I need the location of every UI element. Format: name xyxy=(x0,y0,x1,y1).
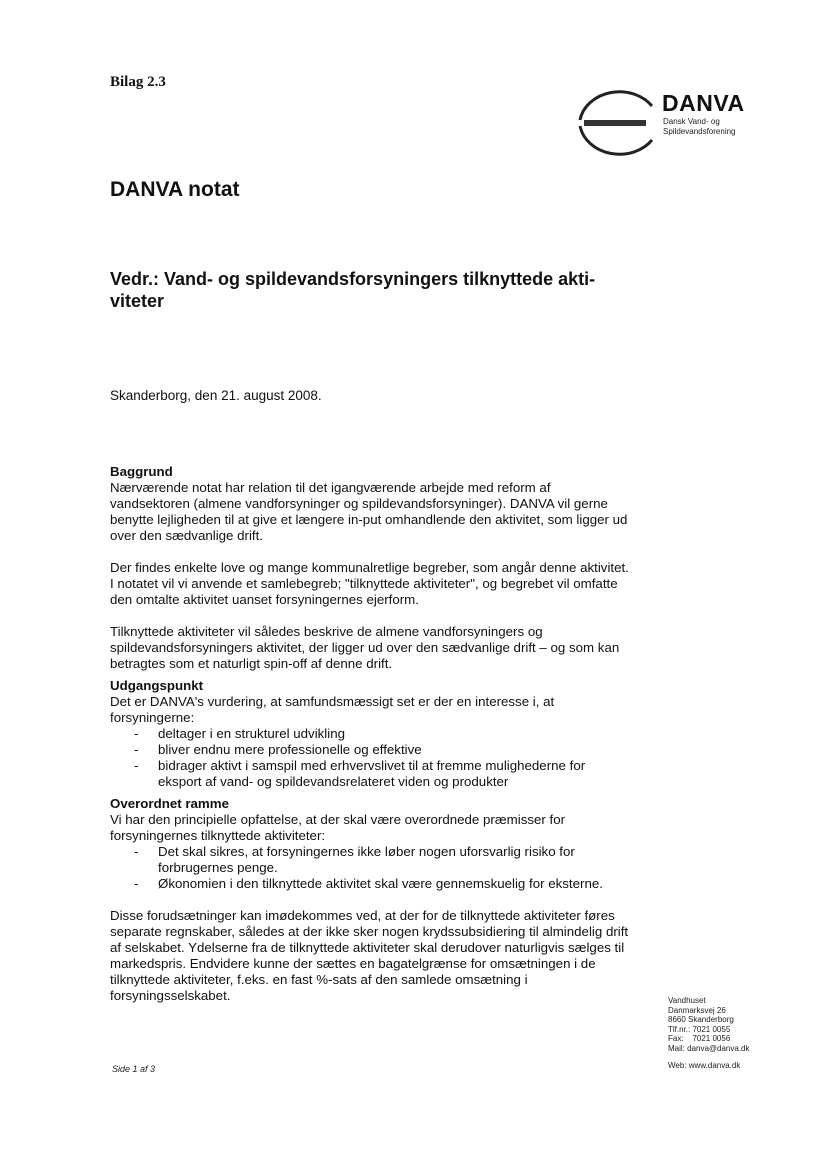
address-line: Fax: 7021 0056 xyxy=(668,1034,731,1043)
logo-arc-bottom xyxy=(580,126,652,154)
paragraph: Vi har den principielle opfattelse, at der skal være overordnede præmisser for forsyningernes tilknyttede aktiviteter: xyxy=(110,812,566,843)
logo-bar xyxy=(584,120,646,126)
attachment-label: Bilag 2.3 xyxy=(110,74,166,90)
list-item: - Økonomien i den tilknyttede aktivitet skal være gennemskuelig for eksterne. xyxy=(130,876,630,892)
paragraph: Tilknyttede aktiviteter vil således beskrive de almene vandforsyningers og spildevandsforsyningers aktivitet, der ligger ud over den sædvanlige drift – og som kan betragtes som et naturligt spin-off af denne drift. xyxy=(110,624,620,671)
list-item: - Det skal sikres, at forsyningernes ikke løber nogen uforsvarlig risiko for forbrugernes penge. xyxy=(130,844,630,876)
address-line: 8660 Skanderborg xyxy=(668,1015,734,1024)
memo-body xyxy=(110,464,630,1004)
bullet-list xyxy=(110,844,630,892)
logo-subtitle-line1: Dansk Vand- og xyxy=(663,117,720,126)
section-heading-udgangspunkt: Udgangspunkt xyxy=(110,678,204,693)
section-heading-baggrund: Baggrund xyxy=(110,464,173,479)
paragraph: Nærværende notat har relation til det igangværende arbejde med reform af vandsektoren (almene vandforsyninger og spildevandsforsyninger). DANVA vil gerne benytte lejligheden til at give et længere in-put omhandlende den aktivitet, som ligger ud over den sædvanlige drift. xyxy=(110,480,628,543)
web-address: Web: www.danva.dk xyxy=(668,1061,741,1070)
subject-heading xyxy=(110,268,630,312)
page-number: Side 1 af 3 xyxy=(112,1064,156,1074)
address-line: Danmarksvej 26 xyxy=(668,1005,726,1015)
list-item: - bliver endnu mere professionelle og effektive xyxy=(130,742,630,758)
document-title: DANVA notat xyxy=(110,178,240,201)
paragraph: Der findes enkelte love og mange kommunalretlige begreber, som angår denne aktivitet. I notatet vil vi anvende et samlebegreb; "tilknyttede aktiviteter", og begrebet vil omfatte den omtalte aktivitet uanset forsyningernes ejerform. xyxy=(110,560,629,607)
address-line: Mail: danva@danva.dk xyxy=(668,1043,750,1053)
bullet-list xyxy=(110,726,630,790)
paragraph: Det er DANVA's vurdering, at samfundsmæssigt set er der en interesse i, at forsyningerne: xyxy=(110,694,555,725)
logo-name: DANVA xyxy=(662,90,745,116)
subject-line2: viteter xyxy=(110,291,165,311)
logo-subtitle-line2: Spildevandsforening xyxy=(663,127,736,136)
address-line: Tlf.nr.: 7021 0055 xyxy=(668,1024,731,1034)
list-item: - deltager i en strukturel udvikling xyxy=(130,726,630,742)
logo-subtitle xyxy=(663,117,736,137)
subject-line1: Vedr.: Vand- og spildevandsforsyningers tilknyttede akti- xyxy=(110,269,596,289)
paragraph: Disse forudsætninger kan imødekommes ved, at der for de tilknyttede aktiviteter føres separate regnskaber, således at der ikke sker nogen krydssubsidiering til almindelig drift af selskabet. Ydelserne fra de tilknyttede aktiviteter skal derudover naturligvis sælges til markedspris. Endvidere kunne der sættes en bagatelgrænse for omsætningen i de tilknyttede aktiviteter, f.eks. en fast %-sats af den samlede omsætning i forsyningsselskabet. xyxy=(110,908,629,1003)
date-line: Skanderborg, den 21. august 2008. xyxy=(110,388,322,403)
logo-arc-top xyxy=(580,92,652,120)
footer-address xyxy=(668,996,750,1071)
section-heading-ramme: Overordnet ramme xyxy=(110,796,229,811)
address-line: Vandhuset xyxy=(668,996,706,1005)
list-item: - bidrager aktivt i samspil med erhvervslivet til at fremme mulighederne for eksport af vand- og spildevandsrelateret viden og produkter xyxy=(130,758,630,790)
